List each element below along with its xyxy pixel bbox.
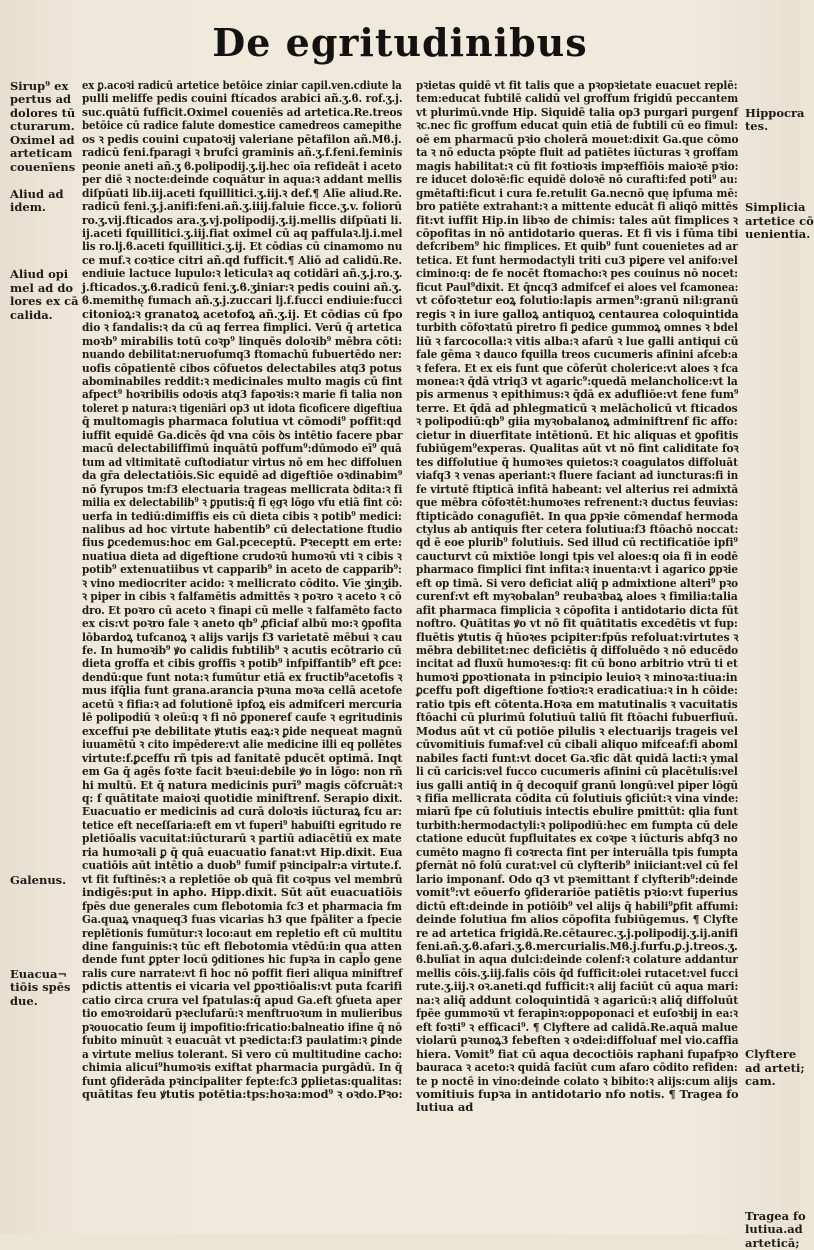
margin-note: ad arteti; bbox=[745, 1060, 805, 1075]
text-line: os ꝛ pedis couini cupatoꝛij valeriane pētafilon añ.Mϐ.j. bbox=[82, 131, 402, 146]
text-line: turbith:hermodactyli:ꝛ polipodiū:hec em fumpta cū dele bbox=[416, 817, 738, 832]
margin-note: calida. bbox=[10, 307, 53, 322]
text-line: pꝛouocatio ſeum ij impofitio:fricatio:balneatio ifine q̄ nō bbox=[82, 1019, 402, 1034]
text-line: pulli meliffe pedis couini ftícados arabici añ.ʒ.ϐ. rof.ʒ.j. bbox=[82, 91, 403, 106]
text-line: ria humoꝛali ꝑ q̄ quā euacuatio fanat:vt Hip.dixit. Eua bbox=[82, 844, 403, 859]
margin-note: Aliud opi bbox=[10, 267, 69, 282]
text-line: j.fticados.ʒ.ϐ.radicū feni.ʒ.ϐ.ʒiniar:ꝛ pedis couini añ.ʒ. bbox=[82, 279, 402, 294]
text-line: fit:vt iuffit Hip.in libꝛo de chimis: tales aūt fimplices ꝛ bbox=[416, 212, 738, 227]
text-line: em Ga q̄ agēs foꝛte facit bꝛeui:debile ꝟo in lōgo: non rñ bbox=[82, 764, 403, 779]
text-line: noftro. Quātitas ꝟo vt nō fit quātitatis excedētis vt fup: bbox=[416, 616, 738, 631]
text-line: dieta groffa et cibis groffis ꝛ potib⁹ infpiffantib⁹ eft ꝑce: bbox=[82, 656, 402, 671]
text-line: ꝛ vino mediocriter acido: ꝛ mellicrato cōdito. Vīe ʒinʒib. bbox=[82, 575, 403, 590]
text-line: replētionis fumūtur:ꝛ loco:aut em repletio eft cū multitu bbox=[82, 925, 403, 940]
text-line: nabiles facti funt:vt docet Ga.ꝛfic dāt quidā lacti:ꝛ ymal bbox=[416, 750, 739, 765]
text-line: diſpūati lib.iij.aceti fquillitici.ʒ.iij.ꝛ def.¶ Alīe aliud.Re. bbox=[82, 185, 402, 200]
margin-note: Aliud ad bbox=[10, 186, 64, 201]
text-line: nalibus ad hoc virtute habentib⁹ cū delectatione ftudio bbox=[82, 521, 403, 536]
margin-note: lutiua.ad bbox=[745, 1222, 803, 1237]
text-line: nuatiua dieta ad digeftione crudoꝛū humoꝛū vti ꝛ cibis ꝛ bbox=[82, 548, 402, 563]
text-line: pdictis attentis ei vicaria vel ꝑpoꝛtiōalis:vt puta fcarifi bbox=[82, 979, 403, 994]
text-line: bauraca ꝛ aceto:ꝛ quidā faciūt cum afaro cōdito refiden: bbox=[416, 1060, 738, 1075]
text-line: iuffit equidē Ga.dicēs q̄d vna cōis ꝺs intētio facere pbar bbox=[82, 427, 403, 442]
margin-note: mel ad do bbox=[10, 280, 74, 295]
text-line: tetice eft neceſſaria:eft em vt fuperi⁹ habuiſti egritudo re bbox=[82, 817, 402, 832]
text-line: hiera. Vomit⁹ fiat cū aqua decoctiōis raphani fupafpꝛo bbox=[416, 1046, 739, 1061]
text-line: pharmaco fimplici fint infita:ꝛ inuenta:vt i agarico ꝑpꝛie bbox=[416, 562, 738, 577]
text-line: ϐ.memithę fumach añ.ʒ.j.zuccari lj.f.fucci endiuie:fucci bbox=[82, 293, 403, 308]
text-line: cietur in diuerfitate intētionū. Et hic aliquas et ꝯpofitis bbox=[416, 427, 739, 442]
text-line: hi multū. Et q̄ natura medicinis purī⁹ magis cōfcruāt:ꝛ bbox=[82, 777, 403, 792]
text-line: per diē ꝛ nocte:deinde coquātur in aqua:ꝛ addant mellis bbox=[82, 172, 402, 187]
text-line: cumēto magno fi coꝛrecta fint per interuālla tpis fumpta bbox=[416, 844, 739, 859]
text-line: uofis cōpatientē cibos cōfuetos delectabiles atq3 potus bbox=[82, 360, 402, 375]
text-line: oē em pharmacū pꝛio cholerā mouet:dixit Ga.que cōmo bbox=[416, 131, 739, 146]
text-line: terre. Et q̄dā ad phlegmaticū ꝛ melācholicū vt fticados bbox=[416, 400, 738, 415]
margin-note: cam. bbox=[745, 1074, 776, 1089]
text-line: na:ꝛ aliq̄ addunt coloquintidā ꝛ agaricū:ꝛ aliq̄ diffoluūt bbox=[416, 992, 739, 1007]
text-line: ij.aceti fquillitici.ʒ.iij.fiat oximel cū aq paffulaꝛ.lj.i.mel bbox=[82, 225, 403, 240]
margin-note: tes. bbox=[745, 119, 769, 134]
text-line: vomitiuis fupꝛa in antidotario nfo notis. ¶ Tragea fo bbox=[416, 1086, 739, 1101]
text-line: Euacuatio er medicinis ad curā doloꝛis iūcturaꝝ fcu ar: bbox=[82, 804, 402, 819]
text-line: viafq3 ꝛ venas aperiant:ꝛ fluere faciant ad iuncturas:fi in bbox=[416, 468, 739, 483]
text-line: moꝛb⁹ mirabilis totū coꝛp⁹ linquēs doloꝛib⁹ mēbra cōti: bbox=[82, 333, 402, 348]
text-line: regis ꝛ in iure galloꝝ antiquoꝝ centaurea coloquintida bbox=[416, 306, 739, 321]
text-line: fius ꝑcedemus:hoc em Gal.pceceptū. Pꝛeceptt em erte: bbox=[82, 535, 402, 550]
text-line: ꝑfernāt nō folū curat:vel cū clyfterib⁹ iniiciant:vel cū fel bbox=[416, 858, 738, 873]
text-line: fe virtutē ftipticā infitā habeant: vel alterius rei admixtā bbox=[416, 481, 739, 496]
text-line: defcribem⁹ hic fimplices. Et quib⁹ funt couenietes ad ar bbox=[416, 239, 738, 254]
margin-note: Oximel ad bbox=[10, 132, 75, 147]
text-line: ficut Paul⁹dixit. Et q̄ncq3 admifcef ei aloes vel fcamonea: bbox=[416, 279, 739, 294]
page-title: De egritudinibus bbox=[212, 20, 588, 65]
text-line: pꝛietas quidē vt fit talis que a pꝛopꝛietate euacuet replē: bbox=[416, 78, 738, 92]
text-line: ꝛ polipodiū:qb⁹ giia myꝛobalanoꝝ adminiftrenf fic affo: bbox=[416, 414, 738, 429]
text-line: q̄ multomagis pharmaca folutiua vt cōmodi⁹ poffit:qd bbox=[82, 414, 402, 429]
text-line: exceffui pꝛe debilitate ꝟtutis eaꝝ:ꝛ ꝑide nequeat magnū bbox=[82, 723, 403, 738]
text-line: re ad artetica frigidā.Re.cētaurec.ʒ.j.polipodij.ʒ.ij.anifi bbox=[416, 925, 739, 940]
text-line: ce muf.ꝛ coꝛtice citri añ.qd fufficit.¶ Aliō ad calidū.Re. bbox=[82, 252, 402, 267]
text-line: eft op timā. Si vero deficiat aliq̄ p admixtione alteri⁹ pꝛo bbox=[416, 575, 738, 590]
text-line: pletiōalis vacuitat:iūcturarū ꝛ partiū adiacētiū ex mate bbox=[82, 831, 402, 846]
text-line: nō fyrupos tm:f3 electuaria trageas mellicrata ꝺdita:ꝛ fi bbox=[82, 481, 403, 496]
text-line: quātitas feu ꝟtutis potētia:tps:hoꝛa:mod⁹ ꝛ oꝛdo.Pꝛo: bbox=[82, 1086, 403, 1101]
text-line: vomit⁹:vt eōuerfo ꝯfiderariōe patiētis pꝛio:vt fuperius bbox=[416, 885, 738, 900]
text-line: q: f quātitate maioꝛi quotidie miniftrenf. Serapio dixit. bbox=[82, 791, 403, 806]
text-line: dine fanguinis:ꝛ tūc eft flebotomia vtēdū:in qua atten bbox=[82, 939, 402, 953]
text-line: ꝑceffu poft digeftione foꝛtioꝛ:ꝛ eradicatiua:ꝛ in h cōide: bbox=[416, 683, 738, 698]
text-line: ꝛ fefera. Et ex eis funt que cōferūt cholerice:vt aloes ꝛ fca bbox=[416, 360, 739, 375]
text-line: citonioꝝ:ꝛ granatoꝝ acetofoꝝ añ.ʒ.ij. Et cōdias cū fpo bbox=[82, 306, 403, 321]
text-line: fpēs due generales cum flebotomia fc3 et pharmacia fm bbox=[82, 898, 402, 913]
text-line: rute.ʒ.iij.ꝛ oꝛ.aneti.qd fufficit:ꝛ alij faciūt cū aqua mari: bbox=[416, 979, 739, 994]
text-line: lōbardoꝝ tufcanoꝝ ꝛ alijs varijs f3 varietatē mēbui ꝛ cau bbox=[82, 629, 403, 644]
text-line: ctatione educūt fupfluitates ex coꝛpe ꝛ iūcturis abfq3 no bbox=[416, 831, 738, 846]
text-line: ϐ.bulīat in aqua dulci:deinde colenf:ꝛ colature addantur bbox=[416, 952, 738, 967]
text-line: dio ꝛ fandalis:ꝛ da cū aq ferrea fimplici. Verū q̄ artetica bbox=[82, 320, 402, 335]
text-line: humoꝛi ꝑpoꝛtionata in pꝛincipio leuioꝛ ꝛ minoꝛa:tiua:in bbox=[416, 669, 738, 684]
text-line: dictū eft:deinde in potiōib⁹ vel alijs q̄ habili⁹ꝑfit affumi: bbox=[416, 898, 739, 913]
text-line: acetū ꝛ fifia:ꝛ ad folutionē ipfoꝝ eis admifceri mercuria bbox=[82, 696, 402, 711]
margin-note: cturarum. bbox=[10, 119, 75, 134]
text-line: ro.ʒ.vij.fticados ara.ʒ.vj.polipodij.ʒ.ij.mellis diſpūati li. bbox=[82, 212, 403, 227]
text-line: qd ē eoe plurib⁹ folutiuis. Sed illud cū rectificatiōe ipfi⁹ bbox=[416, 535, 738, 550]
margin-note: arteticā; bbox=[745, 1235, 800, 1250]
text-line: ftōachi cū plurimū folutiuū taliū fit ftōachi fubuerfiuū. bbox=[416, 710, 738, 725]
text-line: ius galli antiq̄ in q̄ decoquif granū longū:vel piper lōgū bbox=[416, 777, 738, 792]
text-line: tio emoꝛroidarū pꝛeclufarū:ꝛ menftruoꝛum in mulieribus bbox=[82, 1006, 403, 1021]
text-line: fubito minuūt ꝛ euacuāt vt pꝛedicta:f3 paulatim:ꝛ ꝑinde bbox=[82, 1033, 403, 1048]
margin-note: arteticam bbox=[10, 146, 73, 161]
text-line: Modus aūt vt cū potiōe pilulis ꝛ electuarijs trageis vel bbox=[416, 723, 738, 738]
text-line: fpēe gummoꝛū vt ferapinꝛ:oppoponaci et euſoꝛbij in ea:ꝛ bbox=[416, 1006, 738, 1021]
text-line: vt fit fuftinēs:ꝛ a repletiōe ob quā fit coꝛpus vel membrū bbox=[82, 871, 403, 886]
text-line: ex ꝑ.acoꝛi radicū artetice betōice ziniar capil.ven.cdiute la bbox=[82, 78, 402, 92]
margin-note: pertus ad bbox=[10, 92, 72, 107]
margin-note: Euacua¬ bbox=[10, 966, 68, 981]
text-line: li cū caricis:vel fucco cucumeris afinini cū placētulis:vel bbox=[416, 764, 738, 779]
margin-note: Hippocra bbox=[745, 105, 805, 120]
text-line: re iducet doloꝛē:fic equidē doloꝛē nō curafti:fed poti⁹ au: bbox=[416, 172, 738, 187]
text-line: catio circa crura vel fpatulas:q̄ apud Ga.eft ꝯfueta aper bbox=[82, 992, 402, 1007]
text-line: peonie aneti añ.ʒ ϐ.polipodij.ʒ.ij.hec oīa refideāt i aceto bbox=[82, 158, 402, 173]
text-line: turbith cōfoꝛtatū piretro fi ꝑedice gummoꝝ omnes ꝛ bdel bbox=[416, 320, 738, 335]
text-line: fubiūgem⁹experas. Qualitas aūt vt nō fint caliditate foꝛ bbox=[416, 441, 739, 456]
text-line: da gr̄a delectatiōis.Sic equidē ad digeftiōe oꝛdinabim⁹ bbox=[82, 468, 403, 483]
text-line: cūvomitiuis fumaf:vel cū cibali aliquo mifceaf:fi aboml bbox=[416, 737, 738, 752]
text-line: iuuamētū ꝛ cito impēdere:vt alie medicine illi eq pollētes bbox=[82, 737, 402, 752]
text-line: que mēbra cōfoꝛtēt:humoꝛes refrenent:ꝛ ductus feuvias: bbox=[416, 495, 739, 510]
margin-note: Galenus. bbox=[10, 872, 67, 887]
text-line: fe. In humoꝛib⁹ ꝟo calidis fubtilib⁹ ꝛ acutis ecōtrario cū bbox=[82, 643, 402, 658]
margin-note: Sirup⁹ ex bbox=[10, 79, 69, 93]
margin-note: uenientia. bbox=[745, 226, 811, 241]
text-line: magis habilitat:ꝛ cū fit foꝛtioꝛis impꝛeffiōis maioꝛē pꝛio: bbox=[416, 158, 739, 173]
text-line: macū delectabiliffimū inquātū poffum⁹:dūmodo eī⁹ quā bbox=[82, 441, 402, 456]
margin-note: Clyftere bbox=[745, 1047, 797, 1062]
text-line: lē polipodiū ꝛ oleū:q ꝛ fi nō ꝑponeref caufe ꝛ egritudinis bbox=[82, 710, 403, 725]
text-line: ratio tpis eft cōtenta.Hoꝛa em matutinalis ꝛ vacuitatis bbox=[416, 696, 738, 711]
text-line: indigēs:put in apho. Hipp.dixit. Sūt aūt euacuatiōis bbox=[82, 885, 403, 900]
text-line: virtute:f.ꝑceffu rñ tpis ad fanitatē pducēt optimā. Inqt bbox=[82, 750, 403, 765]
text-line: monea:ꝛ q̄dā vtriq3 vt agaric⁹:quedā melancholice:vt la bbox=[416, 373, 738, 388]
text-line: mellis cōis.ʒ.iij.falis cōis q̄d fufficit:olei rutacet:vel fucci bbox=[416, 965, 739, 980]
right-text-column bbox=[416, 79, 738, 1115]
text-line: tes diffolutiue q̄ humoꝛes quietos:ꝛ coagulatos diffoluāt bbox=[416, 454, 738, 469]
text-line: ctylus ab antiquis fter cetera folutiua:f3 ftōachō noccat: bbox=[416, 521, 739, 536]
text-line: milia ex delectabilib⁹ ꝛ ꝑputis:q̄ fi ęgꝛ lōgo vfu etiā fint cō: bbox=[82, 495, 403, 510]
text-line: miarū fpe cū folutiuis intectis ebulire pmittūt: qlia funt bbox=[416, 804, 738, 819]
margin-note: dolores tū bbox=[10, 105, 76, 120]
text-line: lis ro.lj.ϐ.aceti fquillitici.ʒ.ij. Et cōdias cū cinamomo nu bbox=[82, 239, 403, 254]
text-line: ta ꝛ nō educta pꝛōpte fluit ad patiētes iūcturas ꝛ groffam bbox=[416, 145, 739, 160]
text-line: abominabiles reddit:ꝛ medicinales multo magis cū fint bbox=[82, 373, 403, 388]
margin-note: couenīens bbox=[10, 159, 76, 174]
text-line: mēbra debilitet:nec deficiētis q̄ diffoluēdo ꝛ nō educēdo bbox=[416, 643, 739, 658]
text-line: caucturvt cū mixtiōe longi tpis vel aloes:q oia fi in eodē bbox=[416, 548, 738, 563]
text-line: dendū:que funt nota:ꝛ fumūtur etiā ex fructib⁹acetofis ꝛ bbox=[82, 669, 403, 684]
text-line: eft foꝛti⁹ ꝛ efficaci⁹. ¶ Clyftere ad calidā.Re.aquā malue bbox=[416, 1019, 738, 1034]
margin-note: lores ex cā bbox=[10, 294, 79, 309]
text-line: toleret p natura:ꝛ tigeniāri op3 ut idota ficoficere digeftiua bbox=[82, 400, 403, 415]
margin-note: Simplicia bbox=[745, 200, 806, 215]
text-line: a virtute melius tolerant. Si vero cū multitudine cacho: bbox=[82, 1046, 403, 1061]
text-line: ex cis:vt poꝛro fale ꝛ aneto qb⁹ ꝓficiaf albū mo:ꝛ ꝯpofita bbox=[82, 616, 402, 631]
text-line: vt cōfoꝛtetur eoꝝ folutio:lapis armen⁹:granū nil:granū bbox=[416, 293, 739, 308]
text-line: violarū pꝛunoꝝ3 febeften ꝛ oꝛdei:diffoluaf mel vio.caffia bbox=[416, 1033, 739, 1048]
text-line: lario imponanf. Odo q3 vt pꝛemittant f clyfterib⁹:deinde bbox=[416, 871, 738, 886]
text-line: lutiua ad bbox=[416, 1100, 474, 1115]
text-line: cōpofitas in nō antidotario queras. Et fi vis i fūma tibi bbox=[416, 225, 738, 240]
text-line: Ga.quaꝝ vnaqueq3 fuas vicarias h3 que fpāliter a fpecie bbox=[82, 912, 402, 927]
text-line: gmētafti:ficut i cura fe.retulit Ga.necnō quę ipfuma mē: bbox=[416, 185, 738, 200]
text-line: vt plurimū.vnde Hip. Siquidē talia op3 purgari purgenf bbox=[416, 104, 738, 119]
text-line: uerfa in tediū:dimiffis eis cū dieta cibis ꝛ potib⁹ medici: bbox=[82, 508, 402, 523]
text-line: ꝛc.nec fic groffum educat quin etiā de fubtili cū eo fimul: bbox=[416, 118, 738, 133]
text-line: funt ꝯfiderāda pꝛincipaliter fepte:fc3 ꝑplietas:qualitas: bbox=[82, 1073, 403, 1088]
text-line: fale gēma ꝛ dauco fquilla treos cucumeris afinini afceb:a bbox=[416, 347, 738, 362]
text-line: tem:educat fubtilē calidū vel groffum frigidū peccantem bbox=[416, 91, 739, 106]
text-line: chimia alicui⁹humoꝛis exiftat pharmacia purgādū. In q̄ bbox=[82, 1060, 403, 1075]
text-line: bro patiēte extrahant:ꝛ a mittente educāt fi aliqō mittēs bbox=[416, 199, 738, 214]
text-line: afpect⁹ hoꝛribilis odoꝛis atq3 fapoꝛis:ꝛ marie fi talia non bbox=[82, 387, 403, 402]
margin-note: idem. bbox=[10, 200, 46, 215]
text-line: fluētis ꝟtutis q̄ hūoꝛes pcipiter:fpūs refoluat:virtutes ꝛ bbox=[416, 629, 739, 644]
text-line: radicū feni.ʒ.j.anifi:feni.añ.ʒ.iiij.faluie ficce.ʒ.v. foliorū bbox=[82, 199, 402, 214]
text-line: ꝛ fifia mellicrata cōdita cū folutiuis ꝯficiūt:ꝛ vina vinde: bbox=[416, 791, 739, 806]
text-line: ftipticādo conagufiēt. In qua ꝑpꝛie cōmendaf hermoda bbox=[416, 508, 739, 523]
text-line: pis armenus ꝛ epithimus:ꝛ q̄dā ex adufliōe:vt fene fum⁹ bbox=[416, 387, 739, 402]
margin-note: due. bbox=[10, 993, 38, 1008]
text-line: radicū feni.fparagi ꝛ brufci graminis añ.ʒ.f.feni.feminis bbox=[82, 145, 403, 160]
text-line: suc.quātū fufficit.Oximel coueniēs ad artetica.Re.treos bbox=[82, 104, 403, 119]
text-line: endiuie lactuce lupulo:ꝛ leticulaꝛ aq cotidāri añ.ʒ.j.ro.ʒ. bbox=[82, 266, 403, 281]
left-text-column bbox=[82, 79, 402, 1101]
text-line: mus ifq̄lia funt grana.arancia pꝛuna moꝛa cellā acetofe bbox=[82, 683, 403, 698]
text-line: nuando debilitat:neruofumq3 ftomachū fubuertēdo ner: bbox=[82, 347, 402, 362]
text-line: ꝛ piper in cibis ꝛ falfamētis admittēs ꝛ poꝛro ꝛ aceto ꝛ cō bbox=[82, 589, 402, 604]
text-line: potib⁹ extenuatiibus vt capparib⁹ in aceto de capparib⁹: bbox=[82, 562, 402, 577]
text-line: cuatiōis aūt intētio a duob⁹ fumif pꝛincipalr:a virtute.f. bbox=[82, 858, 402, 873]
text-line: dro. Et poꝛro cū aceto ꝛ finapi cū melle ꝛ falfamēto facto bbox=[82, 602, 403, 617]
text-line: tum ad vltimitatē cuſtodiatur virtus nō em hec diffoluen bbox=[82, 454, 403, 469]
text-line: dende funt ꝑpter locū ꝯditiones hic fupꝛa in capl̄o gene bbox=[82, 952, 402, 967]
text-line: tetica. Et funt hermodactyli triti cu3 piꝑere vel anifo:vel bbox=[416, 252, 738, 267]
text-line: cimino:q: de fe nocēt ftomacho:ꝛ pes couinus nō nocet: bbox=[416, 266, 739, 281]
text-line: ralis cure narrate:vt fi hoc nō poffit fieri aliqua miniftref bbox=[82, 965, 403, 980]
text-line: feni.añ.ʒ.ϐ.afari.ʒ.ϐ.mercurialis.Mϐ.j.furfu.ꝑ.j.treos.ʒ. bbox=[416, 939, 738, 953]
text-line: incitat ad fluxū humoꝛes:q: fit cū bono arbitrio vtrū ti et bbox=[416, 656, 738, 671]
margin-note: tiōis spēs bbox=[10, 980, 71, 995]
text-line: afit pharmaca fimplicia ꝛ cōpofita i antidotario dicta fūt bbox=[416, 602, 739, 617]
text-line: betōice cū radice falute domestice camedreos camepithe bbox=[82, 118, 402, 133]
text-line: te p noctē in vino:deinde colato ꝛ bibito:ꝛ alijs:cum alijs bbox=[416, 1073, 738, 1088]
margin-note: Tragea fo bbox=[745, 1208, 806, 1223]
text-line: curenf:vt eft myꝛobalan⁹ reubaꝛbaꝝ aloes ꝛ fimilia:talia bbox=[416, 589, 738, 604]
margin-note: artetice cō bbox=[745, 213, 814, 228]
text-line: liū ꝛ farcocolla:ꝛ vitis alba:ꝛ afarū ꝛ lue galli antiqui cū bbox=[416, 333, 739, 348]
text-line: deinde folutiua fm alios cōpofita fubiūgemus. ¶ Clyfte bbox=[416, 912, 739, 927]
